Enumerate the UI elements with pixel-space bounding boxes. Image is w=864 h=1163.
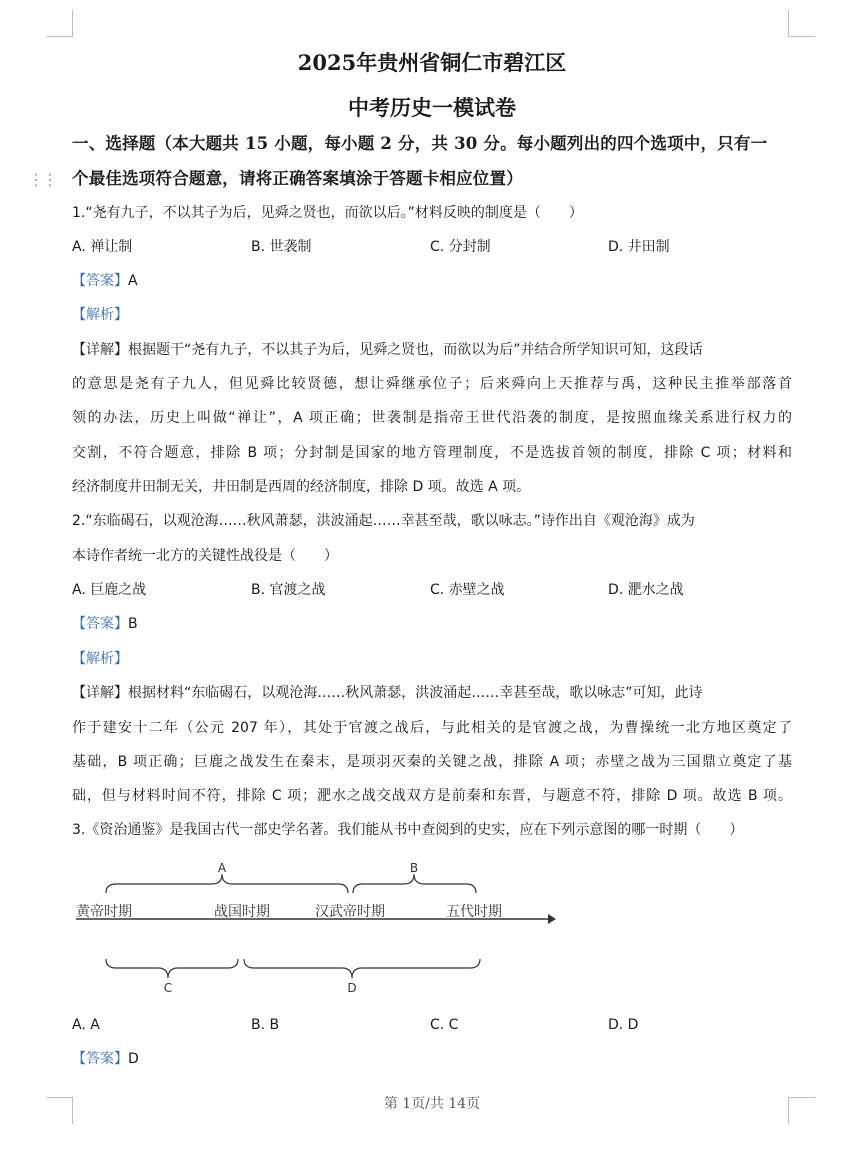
- q2-detail-line-3: 基础，B 项正确；巨鹿之战发生在秦末，是项羽灭秦的关键之战，排除 A 项；赤壁之战为三国鼎立奠定了基: [72, 754, 792, 770]
- q2-detail-line-2: 作于建安十二年（公元 207 年），其处于官渡之战后，与此相关的是官渡之战，为曹操统一北方地区奠定了: [72, 720, 792, 736]
- period-label-2: 战国时期: [214, 904, 270, 920]
- detail-text: 根据材料“东临碣石，以观沧海……秋风萧瑟，洪波涌起……幸甚至哉，歌以咏志”可知，此诗: [128, 685, 703, 701]
- analysis-tag: 【解析】: [72, 651, 128, 667]
- q2-option-a: A. 巨鹿之战: [72, 582, 147, 598]
- q3-option-b: B. B: [251, 1017, 280, 1033]
- q1-analysis: [72, 305, 128, 325]
- answer-tag: 【答案】: [72, 1051, 128, 1067]
- timeline-arrow-icon: [548, 914, 556, 924]
- q2-detail-line-1: [72, 683, 792, 703]
- detail-tag: 【详解】: [72, 685, 128, 701]
- answer-value: A: [128, 273, 138, 289]
- q1-detail-line-2: 的意思是尧有子九人，但见舜比较贤德，想让舜继承位子；后来舜向上天推荐与禹，这种民主推举部落首: [72, 376, 792, 392]
- answer-tag: 【答案】: [72, 616, 128, 632]
- page-number: 第 1页/共 14页: [383, 1096, 481, 1112]
- brace-a: [106, 874, 348, 893]
- q3-option-a: A. A: [72, 1017, 100, 1033]
- q1-detail-line-5: 经济制度井田制无关，井田制是西周的经济制度，排除 D 项。故选 A 项。: [72, 479, 531, 495]
- q3-answer: [72, 1049, 139, 1069]
- q1-detail-line-3: 领的办法，历史上叫做“禅让”，A 项正确；世袭制是指帝王世代沿袭的制度，是按照血缘关系进行权力的: [72, 410, 792, 426]
- detail-tag: 【详解】: [72, 342, 128, 358]
- analysis-tag: 【解析】: [72, 307, 128, 323]
- crop-mark-top-left: [46, 10, 73, 37]
- brace-label-d: D: [347, 981, 357, 995]
- brace-b: [353, 874, 476, 893]
- q1-detail-line-1: [72, 340, 792, 360]
- q3-stem: 3.《资治通鉴》是我国古代一部史学名著。我们能从书中查阅到的史实，应在下列示意图的哪一时期（ ）: [72, 822, 744, 838]
- q2-stem-line2: 本诗作者统一北方的关键性战役是（ ）: [72, 548, 338, 564]
- drag-handle-icon[interactable]: ⋮⋮: [28, 170, 56, 189]
- detail-text: 根据题干“尧有九子，不以其子为后，见舜之贤也，而欲以为后”并结合所学知识可知，这段话: [128, 342, 703, 358]
- brace-label-c: C: [163, 981, 173, 995]
- q1-option-d: D. 井田制: [608, 239, 670, 255]
- brace-label-a: A: [217, 861, 227, 875]
- section-header-line1: 一、选择题（本大题共 15 小题，每小题 2 分，共 30 分。每小题列出的四个选项中，只有一: [72, 134, 768, 153]
- exam-title: 2025年贵州省铜仁市碧江区: [297, 50, 567, 75]
- q2-answer: [72, 614, 138, 634]
- q2-option-c: C. 赤壁之战: [430, 582, 505, 598]
- period-label-1: 黄帝时期: [76, 904, 132, 920]
- q2-option-b: B. 官渡之战: [251, 582, 326, 598]
- timeline-diagram: [72, 856, 572, 1006]
- q3-option-d: D. D: [608, 1017, 639, 1033]
- q1-stem: 1.“尧有九子，不以其子为后，见舜之贤也，而欲以后。”材料反映的制度是（ ）: [72, 205, 583, 221]
- brace-d: [244, 959, 480, 978]
- answer-tag: 【答案】: [72, 273, 128, 289]
- q3-option-c: C. C: [430, 1017, 459, 1033]
- q1-option-c: C. 分封制: [430, 239, 491, 255]
- brace-c: [106, 959, 238, 978]
- exam-subtitle: 中考历史一模试卷: [348, 95, 516, 120]
- q2-stem-line1: 2.“东临碣石，以观沧海……秋风萧瑟，洪波涌起……幸甚至哉，歌以咏志。”诗作出自《观沧海》成为: [72, 513, 695, 529]
- period-label-4: 五代时期: [446, 904, 502, 920]
- crop-mark-top-right: [788, 10, 815, 37]
- q2-analysis: [72, 649, 128, 669]
- q1-detail-line-4: 交割，不符合题意，排除 B 项；分封制是国家的地方管理制度，不是选拔首领的制度，排除 C 项；材料和: [72, 445, 792, 461]
- q2-option-d: D. 淝水之战: [608, 582, 684, 598]
- brace-label-b: B: [409, 861, 419, 875]
- q2-detail-line-4: 础，但与材料时间不符，排除 C 项；淝水之战交战双方是前秦和东晋，与题意不符，排除 D 项。故选 B 项。: [72, 788, 792, 804]
- period-label-3: 汉武帝时期: [315, 904, 385, 920]
- q1-answer: [72, 271, 138, 291]
- answer-value: B: [128, 616, 138, 632]
- q1-option-b: B. 世袭制: [251, 239, 312, 255]
- answer-value: D: [128, 1051, 139, 1067]
- q1-option-a: A. 禅让制: [72, 239, 133, 255]
- section-header-line2: 个最佳选项符合题意，请将正确答案填涂于答题卡相应位置）: [72, 169, 523, 188]
